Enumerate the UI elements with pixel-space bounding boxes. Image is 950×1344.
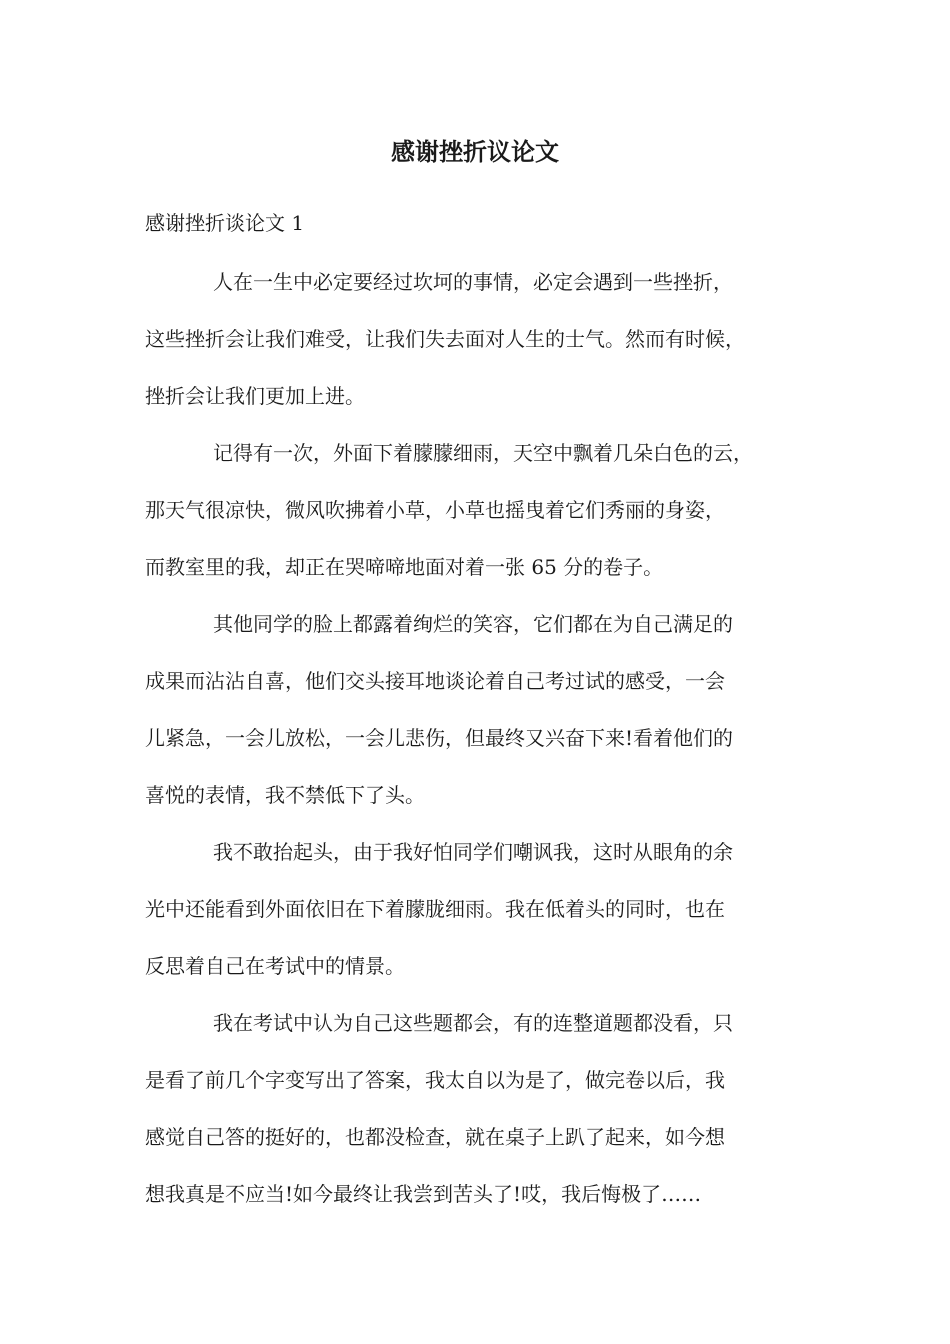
paragraph-2-line-1: 记得有一次，外面下着朦朦细雨，天空中飘着几朵白色的云， [213,441,753,465]
paragraph-5-line-3: 感觉自己答的挺好的，也都没检查，就在桌子上趴了起来，如今想 [145,1125,725,1149]
paragraph-5-line-1: 我在考试中认为自己这些题都会，有的连整道题都没看，只 [213,1011,733,1035]
paragraph-1-line-3: 挫折会让我们更加上进。 [145,384,365,408]
paragraph-4-line-1: 我不敢抬起头，由于我好怕同学们嘲讽我，这时从眼角的余 [213,840,733,864]
paragraph-3-line-2: 成果而沾沾自喜，他们交头接耳地谈论着自己考过试的感受，一会 [145,669,725,693]
paragraph-2-line-3: 而教室里的我，却正在哭啼啼地面对着一张 65 分的卷子。 [145,555,664,579]
paragraph-3-line-4: 喜悦的表情，我不禁低下了头。 [145,783,425,807]
document-title: 感谢挫折议论文 [391,137,559,166]
paragraph-1-line-1: 人在一生中必定要经过坎坷的事情，必定会遇到一些挫折， [213,270,733,294]
paragraph-5-line-4: 想我真是不应当!如今最终让我尝到苦头了!哎，我后悔极了…… [145,1182,702,1206]
paragraph-4-line-3: 反思着自己在考试中的情景。 [145,954,405,978]
paragraph-3-line-1: 其他同学的脸上都露着绚烂的笑容，它们都在为自己满足的 [213,612,733,636]
document-subtitle: 感谢挫折谈论文 1 [145,211,305,235]
paragraph-4-line-2: 光中还能看到外面依旧在下着朦胧细雨。我在低着头的同时，也在 [145,897,725,921]
paragraph-1-line-2: 这些挫折会让我们难受，让我们失去面对人生的士气。然而有时候， [145,327,745,351]
paragraph-2-line-2: 那天气很凉快，微风吹拂着小草，小草也摇曳着它们秀丽的身姿， [145,498,725,522]
paragraph-3-line-3: 儿紧急，一会儿放松，一会儿悲伤，但最终又兴奋下来!看着他们的 [145,726,734,750]
paragraph-5-line-2: 是看了前几个字变写出了答案，我太自以为是了，做完卷以后，我 [145,1068,725,1092]
